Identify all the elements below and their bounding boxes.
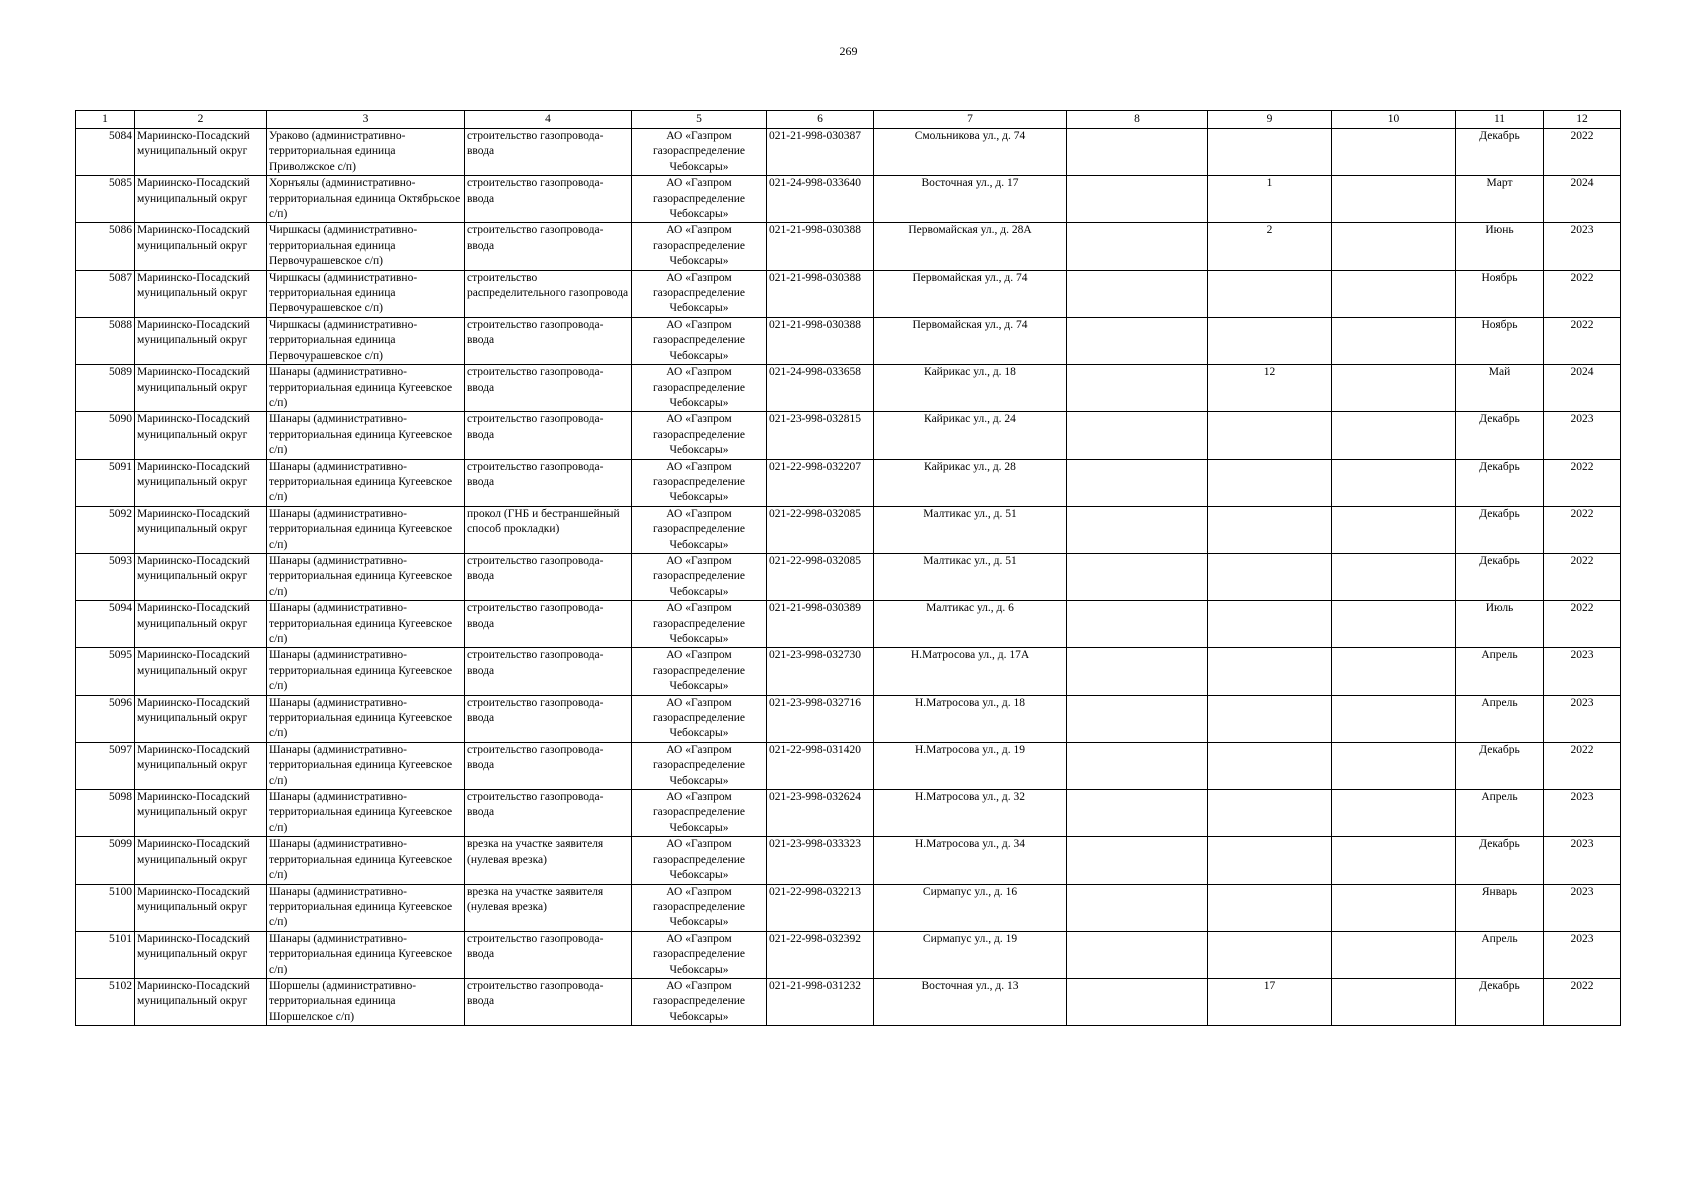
month-cell: Июль — [1456, 601, 1544, 648]
row-number: 5092 — [76, 506, 135, 553]
row-number: 5100 — [76, 884, 135, 931]
column-header-11: 11 — [1456, 111, 1544, 129]
month-cell: Декабрь — [1456, 553, 1544, 600]
code-cell: 021-23-998-032730 — [767, 648, 874, 695]
address-cell: Н.Матросова ул., д. 18 — [874, 695, 1067, 742]
table-body — [76, 129, 1621, 1026]
month-cell: Декабрь — [1456, 742, 1544, 789]
col10-cell — [1332, 884, 1456, 931]
work-type-cell: прокол (ГНБ и бестраншейный способ прокладки) — [465, 506, 632, 553]
district-cell: Мариинско-Посадский муниципальный округ — [135, 790, 267, 837]
district-cell: Мариинско-Посадский муниципальный округ — [135, 506, 267, 553]
col8-cell — [1067, 742, 1208, 789]
col9-cell — [1208, 506, 1332, 553]
col10-cell — [1332, 553, 1456, 600]
year-cell: 2024 — [1544, 176, 1621, 223]
row-number: 5099 — [76, 837, 135, 884]
col10-cell — [1332, 790, 1456, 837]
col10-cell — [1332, 129, 1456, 176]
col10-cell — [1332, 365, 1456, 412]
settlement-cell: Шанары (административно-территориальная единица Кугеевское с/п) — [267, 931, 465, 978]
table-row — [76, 742, 1621, 789]
district-cell: Мариинско-Посадский муниципальный округ — [135, 601, 267, 648]
address-cell: Н.Матросова ул., д. 17А — [874, 648, 1067, 695]
col9-cell: 12 — [1208, 365, 1332, 412]
work-type-cell: строительство газопровода-ввода — [465, 223, 632, 270]
row-number: 5093 — [76, 553, 135, 600]
col9-cell — [1208, 129, 1332, 176]
col8-cell — [1067, 223, 1208, 270]
code-cell: 021-21-998-030388 — [767, 317, 874, 364]
col8-cell — [1067, 790, 1208, 837]
year-cell: 2024 — [1544, 365, 1621, 412]
row-number: 5084 — [76, 129, 135, 176]
year-cell: 2023 — [1544, 837, 1621, 884]
district-cell: Мариинско-Посадский муниципальный округ — [135, 931, 267, 978]
month-cell: Ноябрь — [1456, 317, 1544, 364]
code-cell: 021-21-998-030388 — [767, 223, 874, 270]
col9-cell — [1208, 412, 1332, 459]
row-number: 5086 — [76, 223, 135, 270]
work-type-cell: строительство газопровода-ввода — [465, 553, 632, 600]
row-number: 5085 — [76, 176, 135, 223]
organization-cell: АО «Газпром газораспределение Чебоксары» — [632, 601, 767, 648]
organization-cell: АО «Газпром газораспределение Чебоксары» — [632, 459, 767, 506]
work-type-cell: строительство газопровода-ввода — [465, 365, 632, 412]
row-number: 5098 — [76, 790, 135, 837]
col8-cell — [1067, 412, 1208, 459]
settlement-cell: Шанары (административно-территориальная единица Кугеевское с/п) — [267, 459, 465, 506]
col8-cell — [1067, 317, 1208, 364]
code-cell: 021-22-998-032213 — [767, 884, 874, 931]
work-type-cell: строительство газопровода-ввода — [465, 317, 632, 364]
month-cell: Декабрь — [1456, 506, 1544, 553]
work-type-cell: строительство газопровода-ввода — [465, 978, 632, 1025]
address-cell: Первомайская ул., д. 74 — [874, 317, 1067, 364]
col10-cell — [1332, 931, 1456, 978]
work-type-cell: врезка на участке заявителя (нулевая врезка) — [465, 884, 632, 931]
col9-cell — [1208, 884, 1332, 931]
column-header-8: 8 — [1067, 111, 1208, 129]
work-type-cell: строительство газопровода-ввода — [465, 412, 632, 459]
organization-cell: АО «Газпром газораспределение Чебоксары» — [632, 648, 767, 695]
work-type-cell: строительство газопровода-ввода — [465, 129, 632, 176]
col8-cell — [1067, 129, 1208, 176]
table-row — [76, 270, 1621, 317]
district-cell: Мариинско-Посадский муниципальный округ — [135, 884, 267, 931]
col10-cell — [1332, 742, 1456, 789]
column-header-7: 7 — [874, 111, 1067, 129]
table-row — [76, 365, 1621, 412]
col9-cell — [1208, 790, 1332, 837]
organization-cell: АО «Газпром газораспределение Чебоксары» — [632, 931, 767, 978]
table-row — [76, 648, 1621, 695]
organization-cell: АО «Газпром газораспределение Чебоксары» — [632, 553, 767, 600]
table-row — [76, 695, 1621, 742]
table-row — [76, 506, 1621, 553]
row-number: 5089 — [76, 365, 135, 412]
organization-cell: АО «Газпром газораспределение Чебоксары» — [632, 176, 767, 223]
col8-cell — [1067, 601, 1208, 648]
month-cell: Декабрь — [1456, 459, 1544, 506]
code-cell: 021-22-998-032392 — [767, 931, 874, 978]
col8-cell — [1067, 648, 1208, 695]
settlement-cell: Шанары (административно-территориальная единица Кугеевское с/п) — [267, 695, 465, 742]
row-number: 5102 — [76, 978, 135, 1025]
address-cell: Кайрикас ул., д. 24 — [874, 412, 1067, 459]
month-cell: Апрель — [1456, 648, 1544, 695]
column-header-1: 1 — [76, 111, 135, 129]
settlement-cell: Чиршкасы (административно-территориальная единица Первочурашевское с/п) — [267, 223, 465, 270]
col10-cell — [1332, 412, 1456, 459]
organization-cell: АО «Газпром газораспределение Чебоксары» — [632, 270, 767, 317]
address-cell: Сирмапус ул., д. 19 — [874, 931, 1067, 978]
column-header-4: 4 — [465, 111, 632, 129]
code-cell: 021-21-998-030387 — [767, 129, 874, 176]
settlement-cell: Чиршкасы (административно-территориальная единица Первочурашевское с/п) — [267, 317, 465, 364]
code-cell: 021-21-998-030389 — [767, 601, 874, 648]
organization-cell: АО «Газпром газораспределение Чебоксары» — [632, 412, 767, 459]
code-cell: 021-24-998-033658 — [767, 365, 874, 412]
code-cell: 021-22-998-031420 — [767, 742, 874, 789]
col10-cell — [1332, 459, 1456, 506]
month-cell: Март — [1456, 176, 1544, 223]
col10-cell — [1332, 223, 1456, 270]
address-cell: Восточная ул., д. 13 — [874, 978, 1067, 1025]
col9-cell — [1208, 742, 1332, 789]
row-number: 5097 — [76, 742, 135, 789]
district-cell: Мариинско-Посадский муниципальный округ — [135, 412, 267, 459]
table-row — [76, 978, 1621, 1025]
col8-cell — [1067, 884, 1208, 931]
table-row — [76, 837, 1621, 884]
district-cell: Мариинско-Посадский муниципальный округ — [135, 129, 267, 176]
header-row — [76, 111, 1621, 129]
year-cell: 2023 — [1544, 223, 1621, 270]
work-type-cell: строительство газопровода-ввода — [465, 601, 632, 648]
settlement-cell: Хорнъялы (административно-территориальная единица Октябрьское с/п) — [267, 176, 465, 223]
organization-cell: АО «Газпром газораспределение Чебоксары» — [632, 506, 767, 553]
month-cell: Июнь — [1456, 223, 1544, 270]
organization-cell: АО «Газпром газораспределение Чебоксары» — [632, 129, 767, 176]
year-cell: 2022 — [1544, 553, 1621, 600]
year-cell: 2022 — [1544, 270, 1621, 317]
col10-cell — [1332, 837, 1456, 884]
row-number: 5090 — [76, 412, 135, 459]
code-cell: 021-22-998-032207 — [767, 459, 874, 506]
col8-cell — [1067, 837, 1208, 884]
col8-cell — [1067, 978, 1208, 1025]
col9-cell — [1208, 270, 1332, 317]
address-cell: Кайрикас ул., д. 18 — [874, 365, 1067, 412]
district-cell: Мариинско-Посадский муниципальный округ — [135, 837, 267, 884]
month-cell: Декабрь — [1456, 129, 1544, 176]
table-row — [76, 884, 1621, 931]
col8-cell — [1067, 553, 1208, 600]
col8-cell — [1067, 176, 1208, 223]
settlement-cell: Шанары (административно-территориальная единица Кугеевское с/п) — [267, 553, 465, 600]
row-number: 5101 — [76, 931, 135, 978]
col10-cell — [1332, 270, 1456, 317]
organization-cell: АО «Газпром газораспределение Чебоксары» — [632, 837, 767, 884]
district-cell: Мариинско-Посадский муниципальный округ — [135, 553, 267, 600]
code-cell: 021-22-998-032085 — [767, 506, 874, 553]
settlement-cell: Шанары (административно-территориальная единица Кугеевское с/п) — [267, 601, 465, 648]
month-cell: Апрель — [1456, 790, 1544, 837]
month-cell: Январь — [1456, 884, 1544, 931]
month-cell: Декабрь — [1456, 837, 1544, 884]
column-header-2: 2 — [135, 111, 267, 129]
row-number: 5094 — [76, 601, 135, 648]
settlement-cell: Шанары (административно-территориальная единица Кугеевское с/п) — [267, 837, 465, 884]
table-row — [76, 931, 1621, 978]
col8-cell — [1067, 365, 1208, 412]
code-cell: 021-23-998-032716 — [767, 695, 874, 742]
organization-cell: АО «Газпром газораспределение Чебоксары» — [632, 884, 767, 931]
col9-cell: 2 — [1208, 223, 1332, 270]
col9-cell: 17 — [1208, 978, 1332, 1025]
table-row — [76, 223, 1621, 270]
district-cell: Мариинско-Посадский муниципальный округ — [135, 365, 267, 412]
settlement-cell: Шанары (административно-территориальная единица Кугеевское с/п) — [267, 884, 465, 931]
code-cell: 021-23-998-032624 — [767, 790, 874, 837]
col8-cell — [1067, 459, 1208, 506]
col9-cell — [1208, 695, 1332, 742]
work-type-cell: врезка на участке заявителя (нулевая врезка) — [465, 837, 632, 884]
district-cell: Мариинско-Посадский муниципальный округ — [135, 459, 267, 506]
table-row — [76, 317, 1621, 364]
column-header-6: 6 — [767, 111, 874, 129]
organization-cell: АО «Газпром газораспределение Чебоксары» — [632, 365, 767, 412]
address-cell: Н.Матросова ул., д. 32 — [874, 790, 1067, 837]
address-cell: Малтикас ул., д. 51 — [874, 506, 1067, 553]
year-cell: 2022 — [1544, 506, 1621, 553]
col8-cell — [1067, 270, 1208, 317]
work-type-cell: строительство газопровода-ввода — [465, 742, 632, 789]
organization-cell: АО «Газпром газораспределение Чебоксары» — [632, 742, 767, 789]
year-cell: 2022 — [1544, 317, 1621, 364]
address-cell: Первомайская ул., д. 28А — [874, 223, 1067, 270]
work-type-cell: строительство газопровода-ввода — [465, 176, 632, 223]
district-cell: Мариинско-Посадский муниципальный округ — [135, 695, 267, 742]
col8-cell — [1067, 695, 1208, 742]
district-cell: Мариинско-Посадский муниципальный округ — [135, 742, 267, 789]
code-cell: 021-21-998-030388 — [767, 270, 874, 317]
table-row — [76, 129, 1621, 176]
year-cell: 2023 — [1544, 412, 1621, 459]
year-cell: 2022 — [1544, 129, 1621, 176]
organization-cell: АО «Газпром газораспределение Чебоксары» — [632, 317, 767, 364]
work-type-cell: строительство распределительного газопровода — [465, 270, 632, 317]
organization-cell: АО «Газпром газораспределение Чебоксары» — [632, 978, 767, 1025]
work-type-cell: строительство газопровода-ввода — [465, 459, 632, 506]
table-row — [76, 459, 1621, 506]
month-cell: Май — [1456, 365, 1544, 412]
row-number: 5095 — [76, 648, 135, 695]
table-row — [76, 553, 1621, 600]
district-cell: Мариинско-Посадский муниципальный округ — [135, 270, 267, 317]
col10-cell — [1332, 176, 1456, 223]
page-number: 269 — [839, 44, 858, 58]
col10-cell — [1332, 648, 1456, 695]
row-number: 5091 — [76, 459, 135, 506]
year-cell: 2023 — [1544, 931, 1621, 978]
address-cell: Смольникова ул., д. 74 — [874, 129, 1067, 176]
work-type-cell: строительство газопровода-ввода — [465, 931, 632, 978]
address-cell: Н.Матросова ул., д. 34 — [874, 837, 1067, 884]
settlement-cell: Шанары (административно-территориальная единица Кугеевское с/п) — [267, 506, 465, 553]
district-cell: Мариинско-Посадский муниципальный округ — [135, 978, 267, 1025]
year-cell: 2022 — [1544, 978, 1621, 1025]
col9-cell: 1 — [1208, 176, 1332, 223]
organization-cell: АО «Газпром газораспределение Чебоксары» — [632, 223, 767, 270]
month-cell: Декабрь — [1456, 978, 1544, 1025]
settlement-cell: Ураково (административно-территориальная единица Приволжское с/п) — [267, 129, 465, 176]
settlement-cell: Шанары (административно-территориальная единица Кугеевское с/п) — [267, 365, 465, 412]
work-type-cell: строительство газопровода-ввода — [465, 648, 632, 695]
district-cell: Мариинско-Посадский муниципальный округ — [135, 176, 267, 223]
col9-cell — [1208, 648, 1332, 695]
district-cell: Мариинско-Посадский муниципальный округ — [135, 648, 267, 695]
col9-cell — [1208, 553, 1332, 600]
code-cell: 021-22-998-032085 — [767, 553, 874, 600]
month-cell: Апрель — [1456, 931, 1544, 978]
col10-cell — [1332, 978, 1456, 1025]
year-cell: 2022 — [1544, 601, 1621, 648]
settlement-cell: Чиршкасы (административно-территориальная единица Первочурашевское с/п) — [267, 270, 465, 317]
settlement-cell: Шанары (административно-территориальная единица Кугеевское с/п) — [267, 742, 465, 789]
code-cell: 021-23-998-033323 — [767, 837, 874, 884]
address-cell: Малтикас ул., д. 51 — [874, 553, 1067, 600]
column-header-9: 9 — [1208, 111, 1332, 129]
col10-cell — [1332, 506, 1456, 553]
year-cell: 2022 — [1544, 459, 1621, 506]
address-cell: Первомайская ул., д. 74 — [874, 270, 1067, 317]
code-cell: 021-21-998-031232 — [767, 978, 874, 1025]
col9-cell — [1208, 601, 1332, 648]
month-cell: Апрель — [1456, 695, 1544, 742]
district-cell: Мариинско-Посадский муниципальный округ — [135, 317, 267, 364]
address-cell: Восточная ул., д. 17 — [874, 176, 1067, 223]
code-cell: 021-23-998-032815 — [767, 412, 874, 459]
year-cell: 2023 — [1544, 695, 1621, 742]
col9-cell — [1208, 317, 1332, 364]
address-cell: Кайрикас ул., д. 28 — [874, 459, 1067, 506]
table-row — [76, 412, 1621, 459]
col8-cell — [1067, 506, 1208, 553]
month-cell: Декабрь — [1456, 412, 1544, 459]
code-cell: 021-24-998-033640 — [767, 176, 874, 223]
col9-cell — [1208, 459, 1332, 506]
col9-cell — [1208, 931, 1332, 978]
table-row — [76, 176, 1621, 223]
row-number: 5087 — [76, 270, 135, 317]
district-cell: Мариинско-Посадский муниципальный округ — [135, 223, 267, 270]
year-cell: 2022 — [1544, 742, 1621, 789]
address-cell: Малтикас ул., д. 6 — [874, 601, 1067, 648]
month-cell: Ноябрь — [1456, 270, 1544, 317]
address-cell: Н.Матросова ул., д. 19 — [874, 742, 1067, 789]
organization-cell: АО «Газпром газораспределение Чебоксары» — [632, 695, 767, 742]
work-type-cell: строительство газопровода-ввода — [465, 790, 632, 837]
column-header-10: 10 — [1332, 111, 1456, 129]
column-header-5: 5 — [632, 111, 767, 129]
year-cell: 2023 — [1544, 884, 1621, 931]
organization-cell: АО «Газпром газораспределение Чебоксары» — [632, 790, 767, 837]
row-number: 5096 — [76, 695, 135, 742]
address-cell: Сирмапус ул., д. 16 — [874, 884, 1067, 931]
table-row — [76, 601, 1621, 648]
work-type-cell: строительство газопровода-ввода — [465, 695, 632, 742]
row-number: 5088 — [76, 317, 135, 364]
col8-cell — [1067, 931, 1208, 978]
col10-cell — [1332, 601, 1456, 648]
column-header-3: 3 — [267, 111, 465, 129]
column-header-12: 12 — [1544, 111, 1621, 129]
table-row — [76, 790, 1621, 837]
settlement-cell: Шоршелы (административно-территориальная единица Шоршелское с/п) — [267, 978, 465, 1025]
col10-cell — [1332, 317, 1456, 364]
settlement-cell: Шанары (административно-территориальная единица Кугеевское с/п) — [267, 648, 465, 695]
col10-cell — [1332, 695, 1456, 742]
year-cell: 2023 — [1544, 790, 1621, 837]
year-cell: 2023 — [1544, 648, 1621, 695]
register-table — [75, 110, 1621, 1026]
col9-cell — [1208, 837, 1332, 884]
settlement-cell: Шанары (административно-территориальная единица Кугеевское с/п) — [267, 790, 465, 837]
settlement-cell: Шанары (административно-территориальная единица Кугеевское с/п) — [267, 412, 465, 459]
